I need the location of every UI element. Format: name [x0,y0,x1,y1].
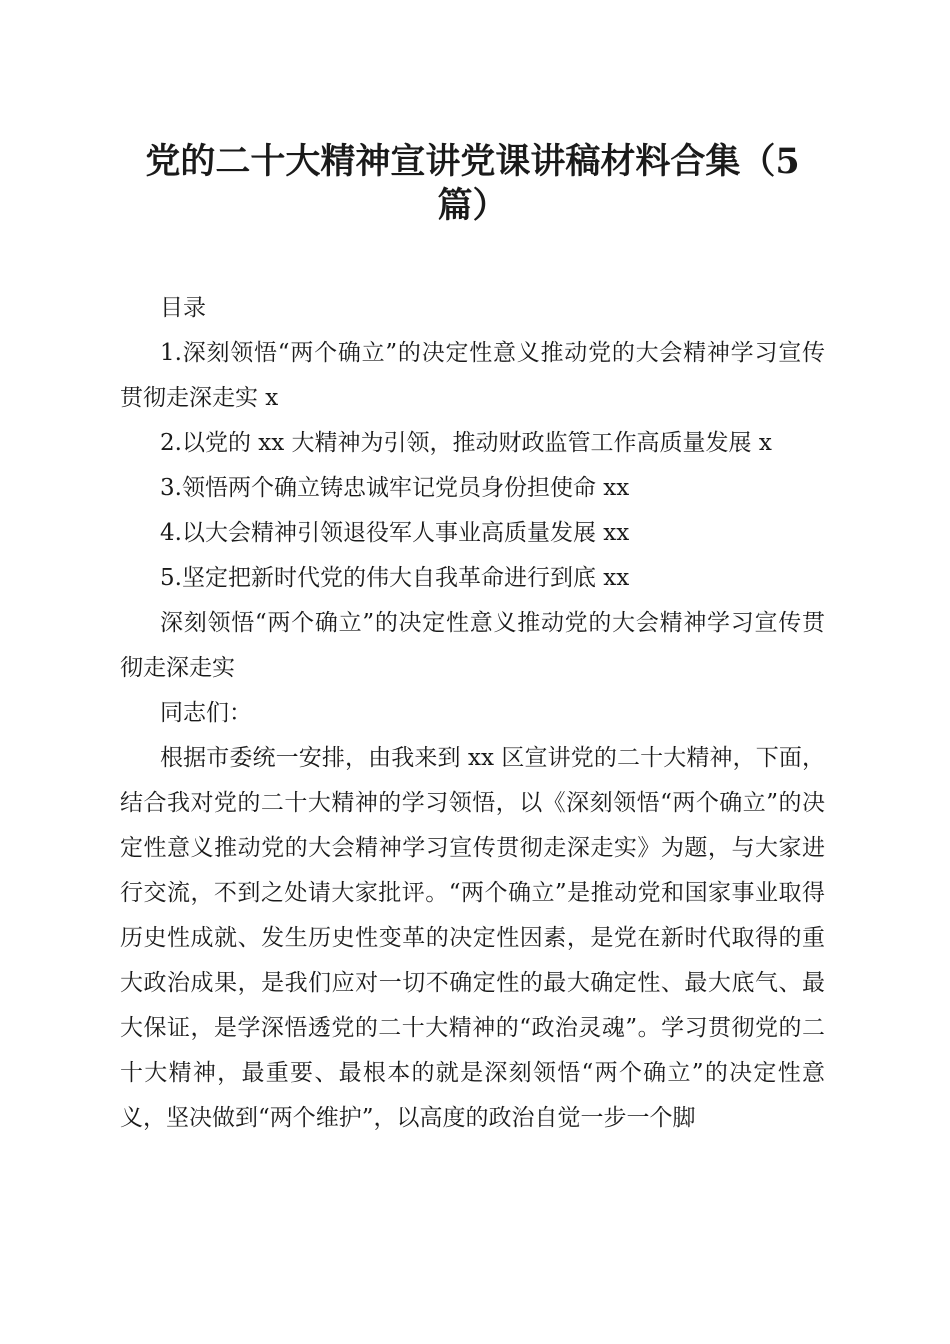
toc-heading: 目录 [160,295,206,321]
toc-item-3: 3.领悟两个确立铸忠诚牢记党员身份担使命 xx [160,475,630,501]
toc-item-1: 1.深刻领悟“两个确立”的决定性意义推动党的大会精神学习宣传贯彻走深走实 x [120,340,825,411]
article-title: 深刻领悟“两个确立”的决定性意义推动党的大会精神学习宣传贯彻走深走实 [120,610,825,681]
body-paragraph: 根据市委统一安排，由我来到 xx 区宣讲党的二十大精神，下面，结合我对党的二十大精神的学习领悟，以《深刻领悟“两个确立”的决定性意义推动党的大会精神学习宣传贯彻走深走实》为题，与大家进行交流，不到之处请大家批评。“两个确立”是推动党和国家事业取得历史性成就、发生历史性变革的决定性因素，是党在新时代取得的重大政治成果，是我们应对一切不确定性的最大确定性、最大底气、最大保证，是学深悟透党的二十大精神的“政治灵魂”。学习贯彻党的二十大精神，最重要、最根本的就是深刻领悟“两个确立”的决定性意义，坚决做到“两个维护”，以高度的政治自觉一步一个脚 [120,745,825,1131]
document-title: 党的二十大精神宣讲党课讲稿材料合集（5篇） [145,141,800,226]
toc-item-4: 4.以大会精神引领退役军人事业高质量发展 xx [160,520,630,546]
document-body [120,286,825,1141]
salutation: 同志们： [160,700,252,726]
document-page [120,130,825,1141]
toc-item-5: 5.坚定把新时代党的伟大自我革命进行到底 xx [160,565,630,591]
toc-item-2: 2.以党的 xx 大精神为引领，推动财政监管工作高质量发展 x [160,430,772,456]
